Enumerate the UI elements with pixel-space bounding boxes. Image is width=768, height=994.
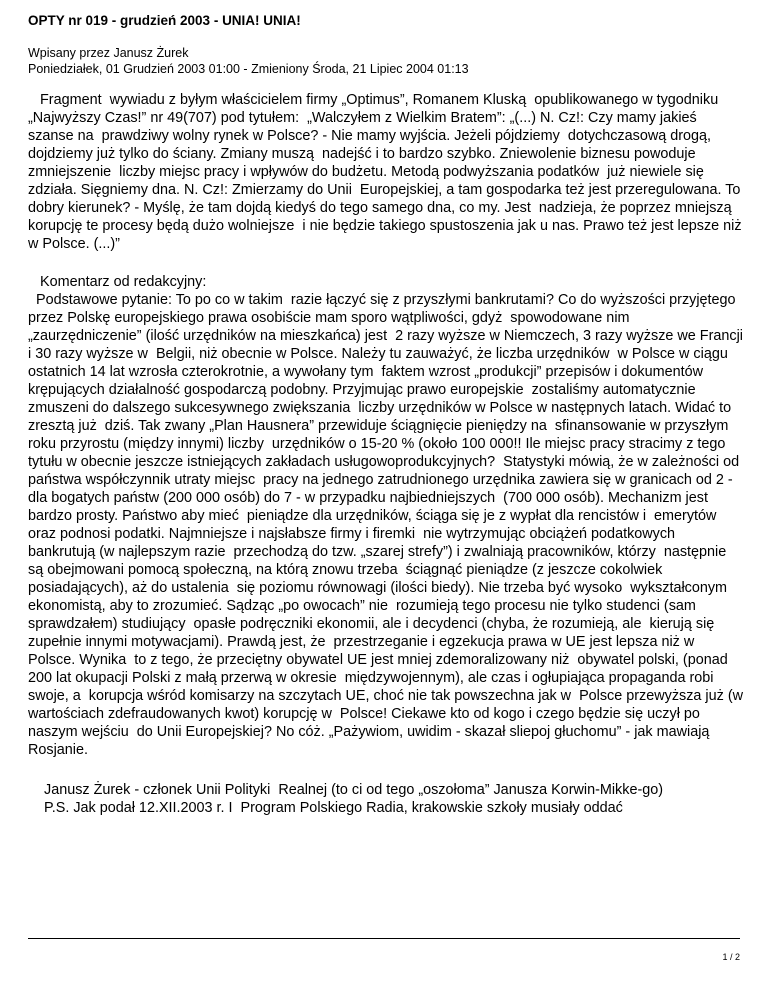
footer-divider	[28, 938, 740, 939]
author-line: Wpisany przez Janusz Żurek	[28, 46, 189, 60]
paragraph-comment: Podstawowe pytanie: To po co w takim razie łączyć się z przyszłymi bankrutami? Co do wyższości przyjętego przez Polskę europejskiego prawa osobiście mam sporo wątpliwości, gdyż spowodowane nim „zaurzędniczenie” (ilość urzędników na mieszkańca) jest 2 razy wyższe w Niemczech, 3 razy wyższe we Francji i 30 razy wyższe w Belgii, niż obecnie w Polsce. Należy tu zauważyć, że liczba urzędników w Polsce w ciągu ostatnich 14 lat wzrosła czterokrotnie, a wywołany tym faktem wzrost „produkcji” przepisów i dokumentów krępujących działalność gospodarczą podobny. Przyjmując prawo europejskie zostaliśmy automatycznie zmuszeni do dalszego sukcesywnego zwiększania liczby urzędników w Polsce w następnych latach. Widać to zresztą już dziś. Tak zwany „Plan Hausnera” przewiduje ściągnięcie pieniędzy na sfinansowanie w przyszłym roku przyrostu (między innymi) liczby urzędników o 15-20 % (około 100 000!! Ile miejsc pracy stracimy z tego tytułu w obecnie jeszcze istniejących zakładach usługowoprodukcyjnych? Statystyki mówią, że w zależności od państwa współczynnik utraty miejsc pracy na jednego zatrudnionego urzędnika zawiera się w granicach od 2 - dla bogatych państw (200 000 osób) do 7 - w przypadku najbiedniejszych (700 000 osób). Mechanizm jest bardzo prosty. Państwo aby mieć pieniądze dla urzędników, ściąga się je z wypłat dla rencistów i emerytów oraz podnosi podatki. Najmniejsze i najsłabsze firmy i firemki nie wytrzymując obciążeń podatkowych bankrutują (w najlepszym razie przechodzą do tzw. „szarej strefy”) i zwalniają pracowników, którzy następnie są obejmowani pomocą społeczną, na którą znowu trzeba ściągnąć pieniądze (z jeszcze cokolwiek posiadających), aż do ustalenia się poziomu równowagi (ilości biedy). Nie trzeba być wysoko wykształconym ekonomistą, aby to zrozumieć. Sądząc „po owocach” nie rozumieją tego procesu nie tylko studenci (sam sprawdzałem) studiujący opasłe podręczniki ekonomii, ale i decydenci (chyba, że rozumieją, ale kierują się zupełnie innymi motywacjami). Prawdą jest, że przestrzeganie i egzekucja prawa w UE jest lepsza niż w Polsce. Wynika to z tego, że przeciętny obywatel UE jest mniej zdemoralizowany niż obywatel polski, (ponad 200 lat okupacji Polski z małą przerwą w okresie międzywojennym), ale czas i ogłupiająca propaganda robi swoje, a korupcja wśród komisarzy na szczytach UE, choć nie tak powszechna jak w Polsce przewyższa już (w wartościach zdefraudowanych kwot) korupcję w Polsce! Ciekawe kto od kogo i czego będzie się uczył po naszym wejściu do Unii Europejskiej? No cóż. „Pażywiom, uwidim - skazał sliepoj głuchomu” - jak mawiają Rosjanie.	[28, 292, 748, 758]
paragraph-signature: Janusz Żurek - członek Unii Polityki Realnej (to ci od tego „oszołoma” Janusza Korwin-Mikke-go)	[28, 782, 664, 798]
paragraph-postscript: P.S. Jak podał 12.XII.2003 r. I Program Polskiego Radia, krakowskie szkoły musiały oddać	[28, 800, 623, 816]
date-line: Poniedziałek, 01 Grudzień 2003 01:00 - Zmieniony Środa, 21 Lipiec 2004 01:13	[28, 62, 469, 76]
comment-heading: Komentarz od redakcyjny:	[28, 274, 207, 290]
document-title: OPTY nr 019 - grudzień 2003 - UNIA! UNIA!	[28, 13, 301, 28]
article-body	[28, 91, 750, 817]
page-number: 1 / 2	[722, 952, 740, 962]
document-meta	[28, 45, 469, 77]
paragraph-interview: Fragment wywiadu z byłym właścicielem firmy „Optimus”, Romanem Kluską opublikowanego w tygodniku „Najwyższy Czas!” nr 49(707) pod tytułem: „Walczyłem z Wielkim Bratem”: „(...) N. Cz!: Czy mamy jakieś szanse na prawdziwy wolny rynek w Polsce? - Nie mamy wyjścia. Jeżeli pójdziemy dotychczasową drogą, dojdziemy już tylko do ściany. Zmiany muszą nadejść i to bardzo szybko. Zniewolenie biznesu powoduje zmniejszenie liczby miejsc pracy i wpływów do budżetu. Metodą podwyższania podatków już niewiele się zdziała. Sięgniemy dna. N. Cz!: Zmierzamy do Unii Europejskiej, a tam gospodarka też jest przeregulowana. To dobry kierunek? - Myślę, że tam dojdą kiedyś do tego samego dna, co my. Jest nadzieja, że poprzez mniejszą korupcję te procesy będą dużo wolniejsze i nie będzie takiego spustoszenia jak u nas. Prawo też jest lepsze niż w Polsce. (...)”	[28, 92, 750, 252]
